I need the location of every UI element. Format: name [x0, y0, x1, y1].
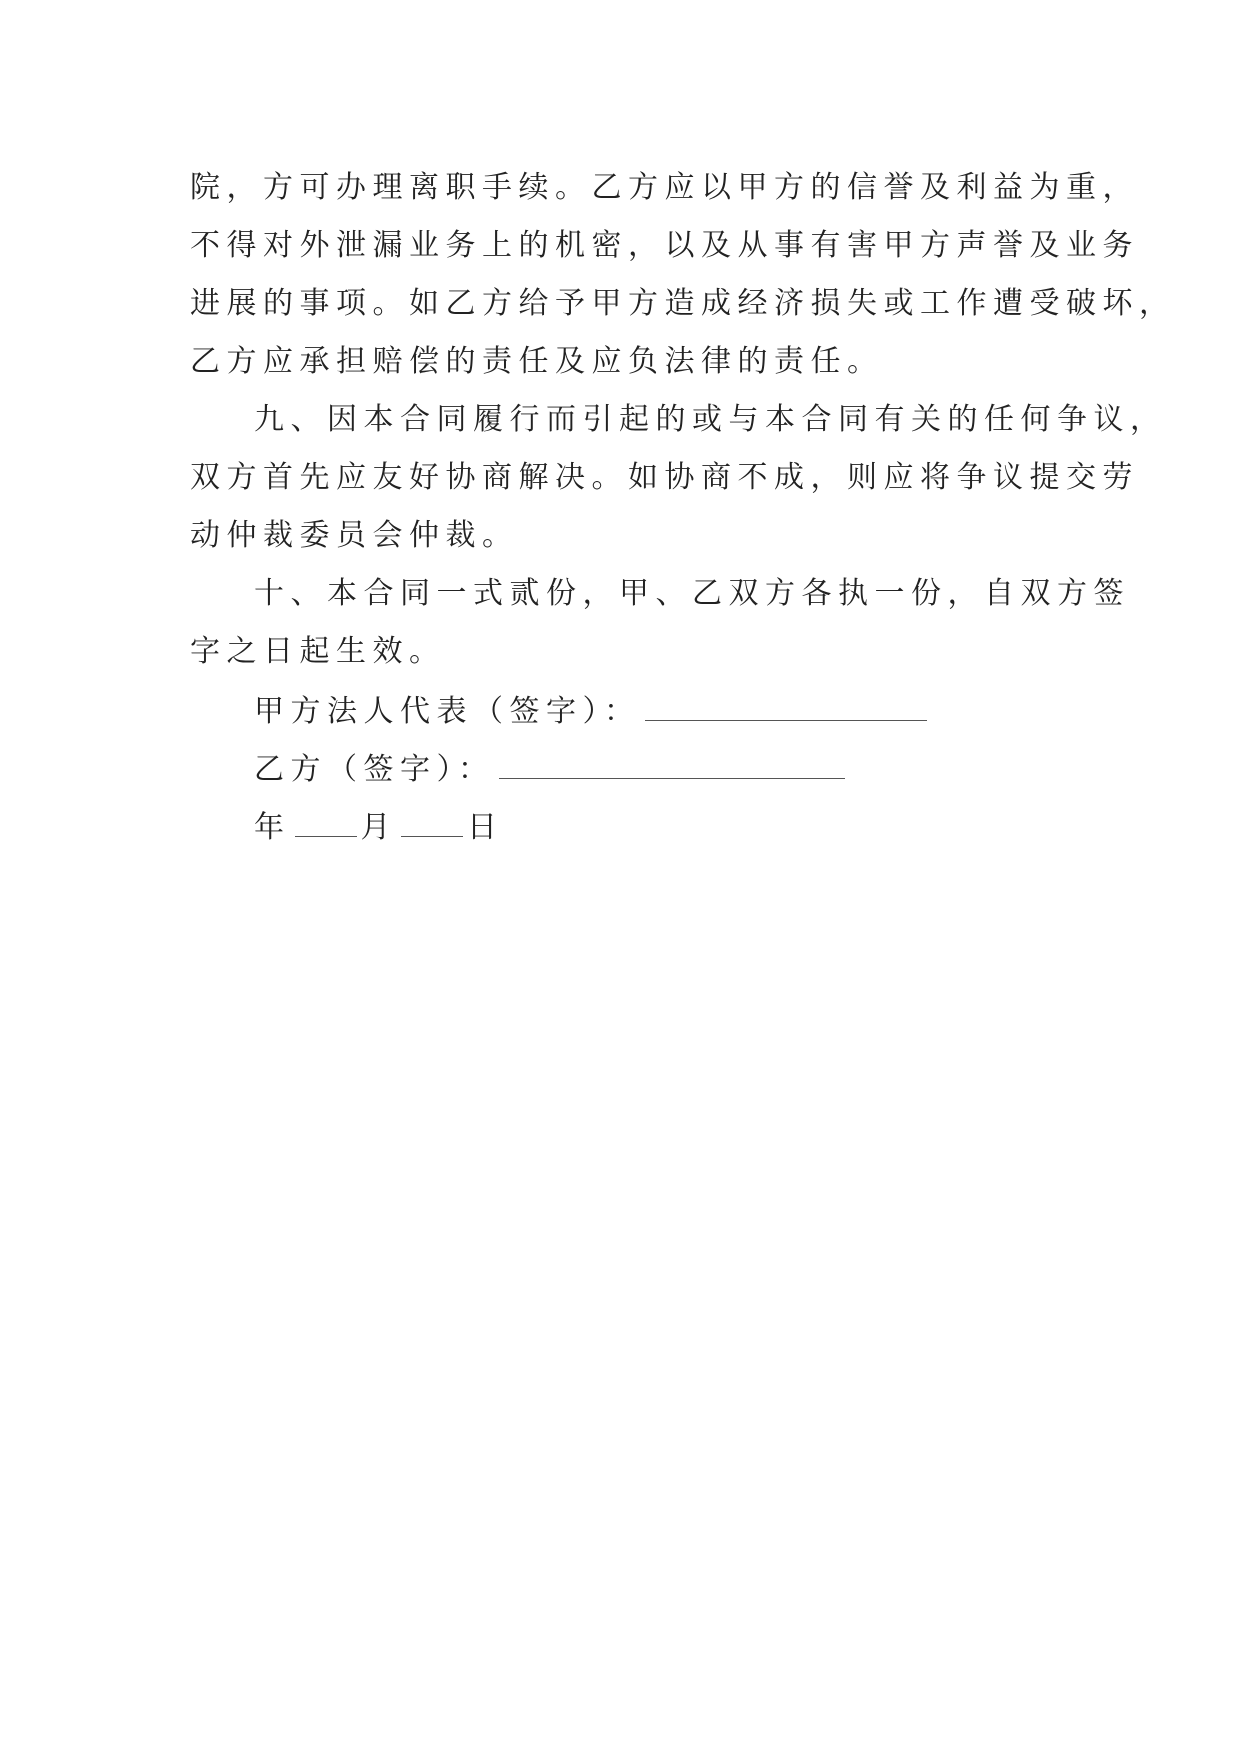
- party-a-signature-blank[interactable]: [645, 690, 927, 721]
- clause-9-line: 九、因本合同履行而引起的或与本合同有关的任何争议，: [254, 402, 1167, 437]
- day-label: 日: [467, 810, 504, 845]
- year-label: 年: [254, 810, 291, 845]
- clause-10-line: 字之日起生效。: [190, 634, 446, 669]
- clause-10-line: 十、本合同一式贰份，甲、乙双方各执一份，自双方签: [254, 576, 1130, 611]
- clause-9-line: 双方首先应友好协商解决。如协商不成，则应将争议提交劳: [190, 460, 1139, 495]
- party-a-signature-label: 甲方法人代表（签字）：: [254, 694, 641, 729]
- party-b-signature-line: [254, 748, 849, 790]
- date-line: [254, 806, 504, 848]
- paragraph-line: 院，方可办理离职手续。乙方应以甲方的信誉及利益为重，: [190, 170, 1139, 205]
- party-b-signature-label: 乙方（签字）：: [254, 752, 495, 787]
- paragraph-line: 不得对外泄漏业务上的机密，以及从事有害甲方声誉及业务: [190, 228, 1139, 263]
- party-a-signature-line: [254, 690, 931, 732]
- day-blank[interactable]: [401, 806, 463, 837]
- paragraph-line: 进展的事项。如乙方给予甲方造成经济损失或工作遭受破坏，: [190, 286, 1176, 321]
- party-b-signature-blank[interactable]: [499, 748, 845, 779]
- month-blank[interactable]: [295, 806, 357, 837]
- month-label: 月: [360, 810, 397, 845]
- paragraph-line: 乙方应承担赔偿的责任及应负法律的责任。: [190, 344, 884, 379]
- clause-9-line: 动仲裁委员会仲裁。: [190, 518, 519, 553]
